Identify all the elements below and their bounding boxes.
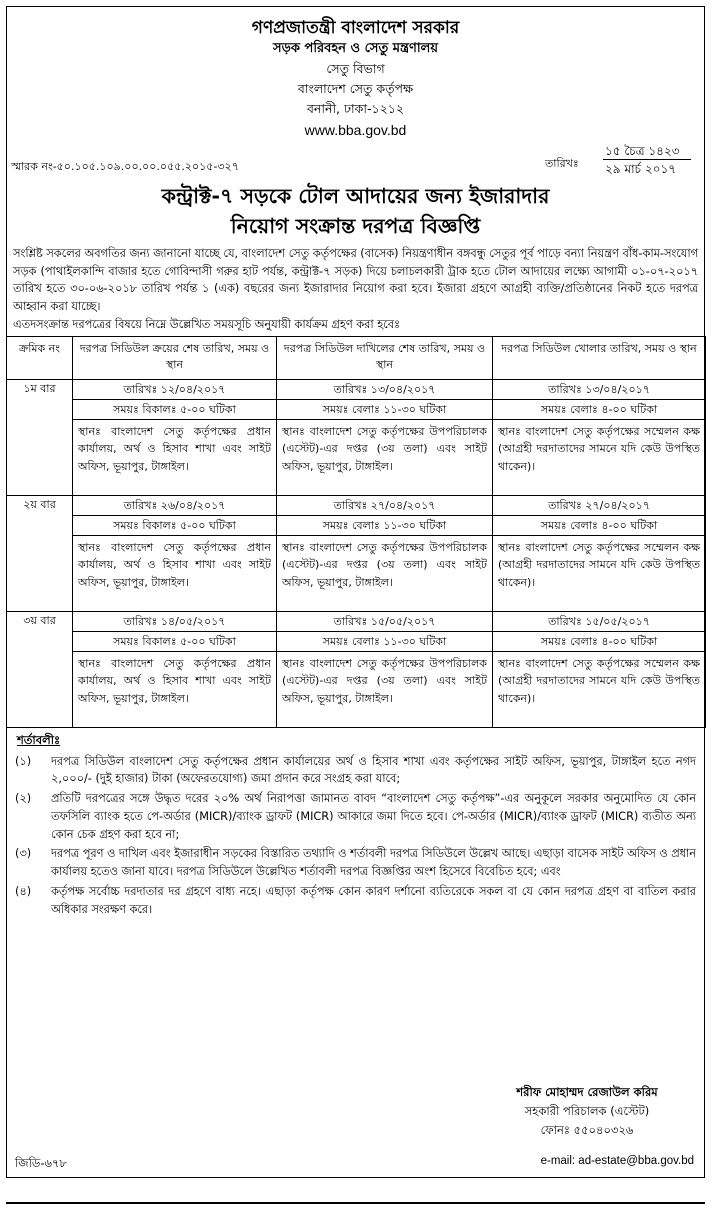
table-header-row (7, 336, 706, 379)
purchase-date: তারিখঃ ১৪/০৫/২০১৭ (73, 611, 277, 631)
signatory-name: শরীফ মোহাম্মদ রেজাউল করিম (516, 1085, 658, 1099)
condition-item (7, 790, 704, 843)
table-row (7, 399, 706, 419)
header-serial: ক্রমিক নং (7, 336, 73, 379)
table-row (7, 651, 706, 727)
submit-date: তারিখঃ ১৫/০৫/২০১৭ (277, 611, 493, 631)
purchase-place: স্থানঃ বাংলাদেশ সেতু কর্তৃপক্ষের প্রধান কার্যালয়, অর্থ ও হিসাব শাখা এবং সাইট অফিস, ভূয়াপুর, টাঙ্গাইল। (73, 419, 277, 495)
table-row (7, 515, 706, 535)
table-row (7, 419, 706, 495)
intro-schedule-note: এতদসংক্রান্ত দরপত্রের বিষয়ে নিম্নে উল্লেখিত সময়সূচি অনুযায়ী কার্যক্রম গ্রহণ করা হবেঃ (13, 318, 401, 331)
title-line-2: নিয়োগ সংক্রান্ত দরপত্র বিজ্ঞপ্তি (230, 214, 481, 238)
header-purchase: দরপত্র সিডিউল ক্রয়ের শেষ তারিখ, সময় ও স্থান (73, 336, 277, 379)
open-date: তারিখঃ ১৫/০৫/২০১৭ (493, 611, 706, 631)
purchase-date: তারিখঃ ১২/০৪/২০১৭ (73, 379, 277, 399)
condition-item (7, 753, 704, 789)
submit-time: সময়ঃ বেলাঃ ১১-৩০ ঘটিকা (277, 631, 493, 651)
signatory-phone: ফোনঃ ৫৫০৪০৩২৬ (540, 1123, 634, 1137)
date-bangla: ১৫ চৈত্র ১৪২৩ (605, 144, 680, 158)
condition-text: দরপত্র পূরণ ও দাখিল এবং ইজারাধীন সড়কের বিস্তারিত তথ্যাদি ও শর্তাবলী দরপত্র সিডিউলে উল্লেখ আছে। এছাড়া বাসেক সাইট অফিস ও প্রধান কার্যালয় হতেও জানা যাবে। দরপত্র সিডিউলে উল্লেখিত শর্তাবলী দরপত্র বিজ্ঞপ্তির অংশ হিসেবে বিবেচিত হবে; এবং (51, 847, 697, 879)
purchase-place: স্থানঃ বাংলাদেশ সেতু কর্তৃপক্ষের প্রধান কার্যালয়, অর্থ ও হিসাব শাখা এবং সাইট অফিস, ভূয়াপুর, টাঙ্গাইল। (73, 535, 277, 611)
notice-title (7, 181, 704, 241)
submit-place: স্থানঃ বাংলাদেশ সেতু কর্তৃপক্ষের উপপরিচালক (এস্টেট)-এর দপ্তর (৩য় তলা) এবং সাইট অফিস, ভূয়াপুর, টাঙ্গাইল। (277, 419, 493, 495)
email-address[interactable]: e-mail: ad-estate@bba.gov.bd (540, 1155, 694, 1167)
signature-block (477, 1083, 697, 1140)
header-submit: দরপত্র সিডিউল দাখিলের শেষ তারিখ, সময় ও স্থান (277, 336, 493, 379)
open-date: তারিখঃ ১৩/০৪/২০১৭ (493, 379, 706, 399)
submit-time: সময়ঃ বেলাঃ ১১-৩০ ঘটিকা (277, 399, 493, 419)
purchase-time: সময়ঃ বিকালঃ ৫-০০ ঘটিকা (73, 399, 277, 419)
condition-item (7, 845, 704, 881)
submit-date: তারিখঃ ১৩/০৪/২০১৭ (277, 379, 493, 399)
address: বনানী, ঢাকা-১২১২ (306, 101, 405, 116)
table-row (7, 631, 706, 651)
open-place: স্থানঃ বাংলাদেশ সেতু কর্তৃপক্ষের সম্মেলন কক্ষ (আগ্রহী দরদাতাদের সামনে যদি কেউ উপস্থিত থাকেন)। (493, 419, 706, 495)
condition-text: কর্তৃপক্ষ সর্বোচ্চ দরদাতার দর গ্রহণে বাধ্য নহে। এছাড়া কর্তৃপক্ষ কোন কারণ দর্শানো ব্যতিরেকে সকল বা যে কোন দরপত্র গ্রহণ বা বাতিল করার অধিকার সংরক্ষণ করে। (51, 885, 696, 916)
condition-number: (১) (15, 754, 32, 768)
submit-place: স্থানঃ বাংলাদেশ সেতু কর্তৃপক্ষের উপপরিচালক (এস্টেট)-এর দপ্তর (৩য় তলা) এবং সাইট অফিস, ভূয়াপুর, টাঙ্গাইল। (277, 535, 493, 611)
open-place: স্থানঃ বাংলাদেশ সেতু কর্তৃপক্ষের সম্মেলন কক্ষ (আগ্রহী দরদাতাদের সামনে যদি কেউ উপস্থিত থাকেন)। (493, 535, 706, 611)
open-place: স্থানঃ বাংলাদেশ সেতু কর্তৃপক্ষের সম্মেলন কক্ষ (আগ্রহী দরদাতাদের সামনে যদি কেউ উপস্থিত থাকেন)। (493, 651, 706, 727)
open-date: তারিখঃ ২৭/০৪/২০১৭ (493, 495, 706, 515)
purchase-date: তারিখঃ ২৬/০৪/২০১৭ (73, 495, 277, 515)
condition-number: (২) (15, 792, 32, 806)
serial-cell: ৩য় বার (7, 611, 73, 727)
date-english: ২৯ মার্চ ২০১৭ (605, 162, 677, 176)
conditions-title: শর্তাবলীঃ (17, 732, 61, 747)
header-open: দরপত্র সিডিউল খোলার তারিখ, সময় ও স্থান (493, 336, 706, 379)
condition-number: (৩) (15, 847, 32, 861)
memo-reference: স্মারক নং-৫০.১০৫.১০৯.০০.০০.০৫৫.২০১৫-৩২৭ (11, 160, 239, 173)
website-link[interactable]: www.bba.gov.bd (304, 122, 407, 138)
letterhead (7, 17, 704, 141)
schedule-table (6, 336, 706, 728)
government-name: গণপ্রজাতন্ত্রী বাংলাদেশ সরকার (251, 18, 460, 38)
submit-time: সময়ঃ বেলাঃ ১১-৩০ ঘটিকা (277, 515, 493, 535)
date-divider (603, 159, 691, 160)
gd-code: জিডি-৬৭৮ (15, 1156, 67, 1170)
intro-paragraph: সংশ্লিষ্ট সকলের অবগতির জন্য জানানো যাচ্ছে যে, বাংলাদেশ সেতু কর্তৃপক্ষের (বাসেক) নিয়ন্ত্রণাধীন বঙ্গবন্ধু সেতুর পূর্ব পাড়ে বন্যা নিয়ন্ত্রণ বাঁধ-কাম-সংযোগ সড়ক (পাথাইলকান্দি বাজার হতে গোবিন্দাসী গরুর হাট পর্যন্ত, কন্ট্রাক্ট-৭ সড়ক) দিয়ে চলাচলকারী ট্রাক হতে টোল আদায়ের লক্ষ্যে আগামী ০১-০৭-২০১৭ তারিখ হতে ৩০-০৬-২০১৮ তারিখ পর্যন্ত ১ (এক) বছরের জন্য ইজারাদার নিয়োগ করা হবে। ইজারা গ্রহণে আগ্রহী ব্যক্তি/প্রতিষ্ঠানের নিকট হতে দরপত্র আহ্বান করা যাচ্ছে। (13, 247, 698, 313)
ministry-name: সড়ক পরিবহন ও সেতু মন্ত্রণালয় (273, 41, 438, 56)
open-time: সময়ঃ বেলাঃ ৪-০০ ঘটিকা (493, 399, 706, 419)
table-row (7, 611, 706, 631)
table-row (7, 495, 706, 515)
submit-place: স্থানঃ বাংলাদেশ সেতু কর্তৃপক্ষের উপপরিচালক (এস্টেট)-এর দপ্তর (৩য় তলা) এবং সাইট অফিস, ভূয়াপুর, টাঙ্গাইল। (277, 651, 493, 727)
serial-cell: ১ম বার (7, 379, 73, 495)
open-time: সময়ঃ বেলাঃ ৪-০০ ঘটিকা (493, 631, 706, 651)
division-name: সেতু বিভাগ (326, 61, 385, 76)
serial-cell: ২য় বার (7, 495, 73, 611)
table-row (7, 379, 706, 399)
notice-page (6, 6, 705, 1178)
bottom-divider (6, 1202, 705, 1204)
title-line-1: কন্ট্রাক্ট-৭ সড়কে টোল আদায়ের জন্য ইজারাদার (161, 184, 550, 208)
open-time: সময়ঃ বেলাঃ ৪-০০ ঘটিকা (493, 515, 706, 535)
purchase-place: স্থানঃ বাংলাদেশ সেতু কর্তৃপক্ষের প্রধান কার্যালয়, অর্থ ও হিসাব শাখা এবং সাইট অফিস, ভূয়াপুর, টাঙ্গাইল। (73, 651, 277, 727)
condition-text: প্রতিটি দরপত্রের সঙ্গে উদ্ধৃত দরের ২০% অর্থ নিরাপত্তা জামানত বাবদ “বাংলাদেশ সেতু কর্তৃপক্ষ”-এর অনুকূলে সরকার অনুমোদিত যে কোন তফসিলি ব্যাংক হতে পে-অর্ডার (MICR)/ব্যাংক ড্রাফট (MICR) আকারে জমা দিতে হবে। পে-অর্ডার (MICR)/ব্যাংক ড্রাফট (MICR) ব্যতীত অন্য কোন চেক গ্রহণ করা হবে না; (51, 792, 696, 841)
table-row (7, 535, 706, 611)
date-label: তারিখঃ (545, 157, 579, 170)
condition-item (7, 883, 704, 919)
memo-line (7, 141, 704, 181)
condition-text: দরপত্র সিডিউল বাংলাদেশ সেতু কর্তৃপক্ষের প্রধান কার্যালয়ের অর্থ ও হিসাব শাখা এবং কর্তৃপক্ষের সাইট অফিস, ভূয়াপুর, টাঙ্গাইল হতে নগদ ২,০০০/- (দুই হাজার) টাকা (অফেরতযোগ্য) জমা প্রদান করে সংগ্রহ করা যাবে; (51, 754, 696, 786)
condition-number: (৪) (15, 885, 32, 899)
purchase-time: সময়ঃ বিকালঃ ৫-০০ ঘটিকা (73, 631, 277, 651)
signatory-designation: সহকারী পরিচালক (এস্টেট) (524, 1104, 650, 1118)
purchase-time: সময়ঃ বিকালঃ ৫-০০ ঘটিকা (73, 515, 277, 535)
submit-date: তারিখঃ ২৭/০৪/২০১৭ (277, 495, 493, 515)
authority-name: বাংলাদেশ সেতু কর্তৃপক্ষ (297, 81, 414, 96)
